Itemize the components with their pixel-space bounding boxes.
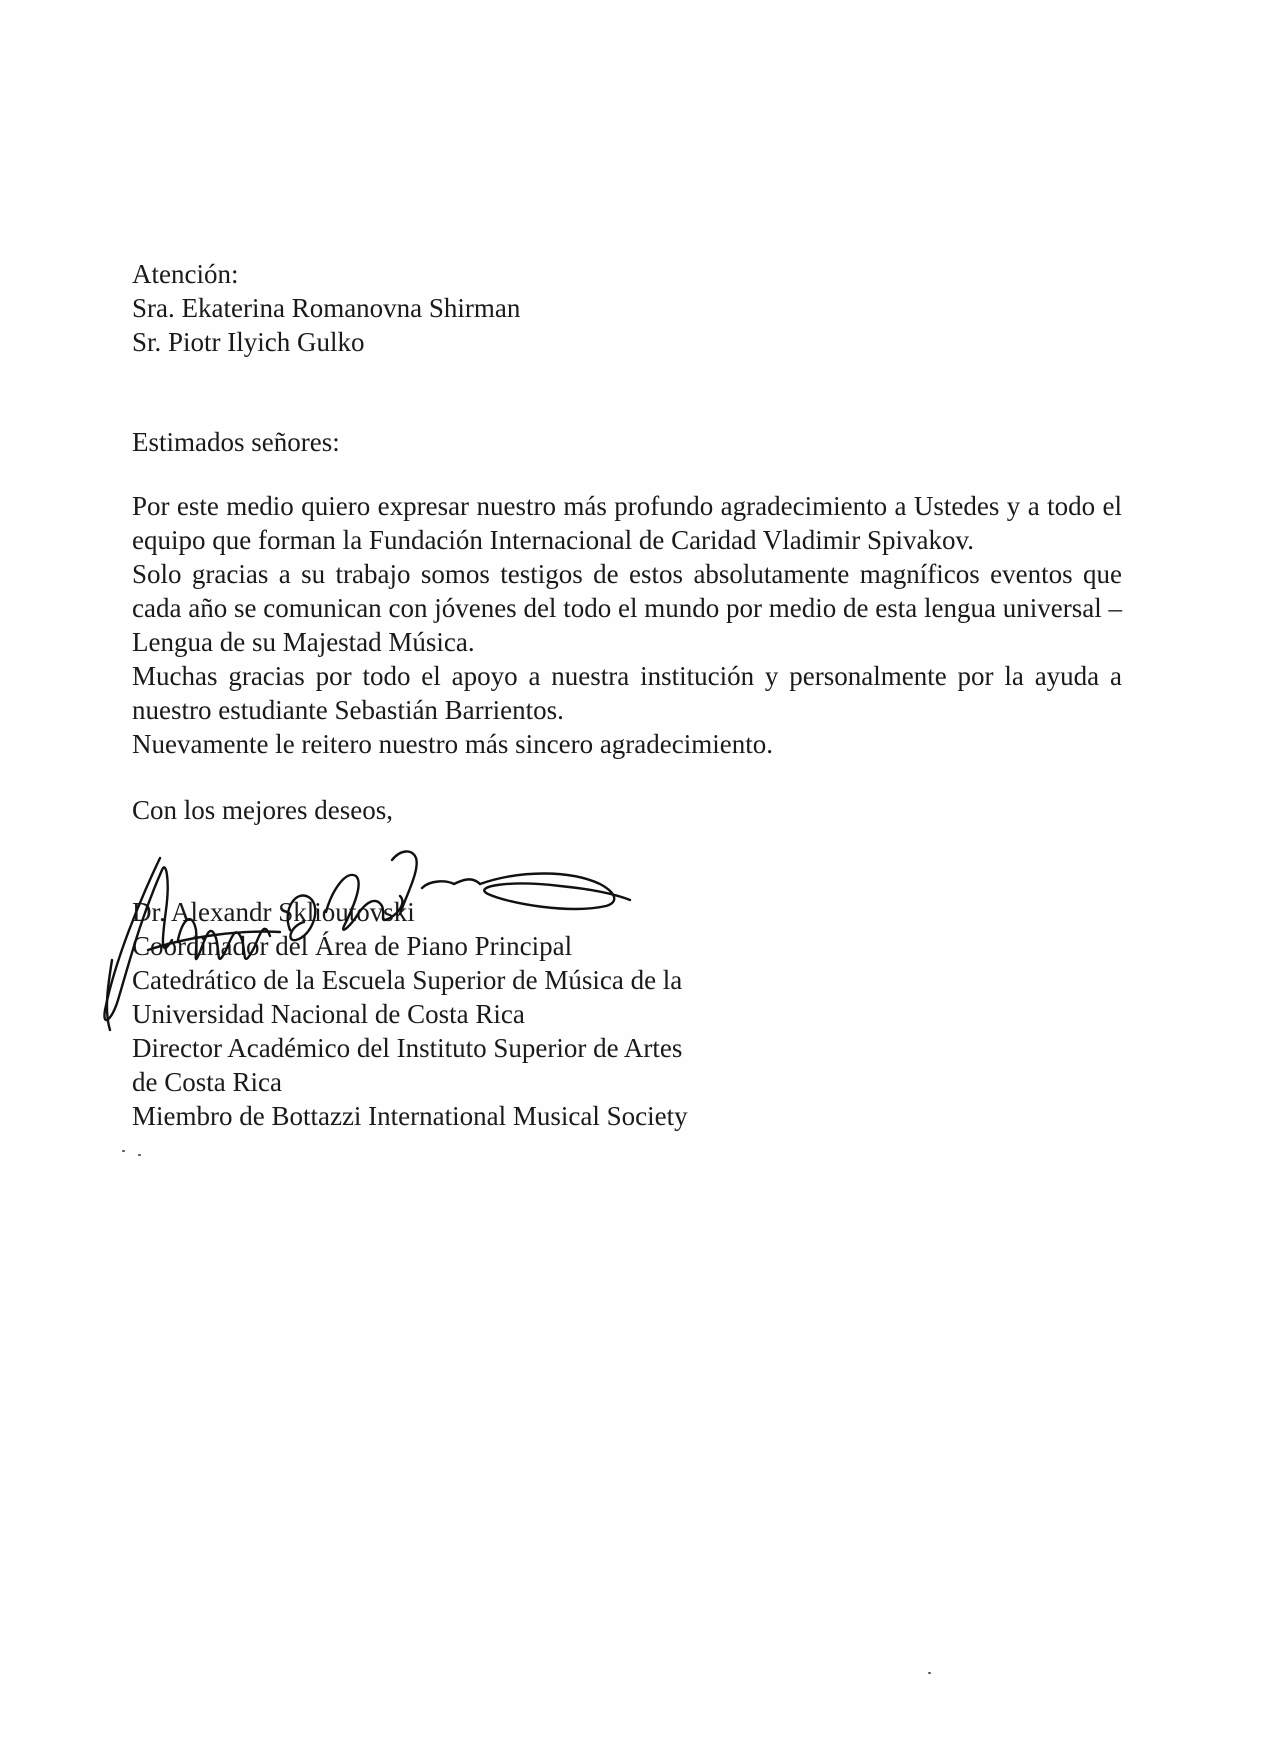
signer-title-6: Miembro de Bottazzi International Musical Society <box>132 1101 688 1131</box>
signer-block <box>132 895 1122 1133</box>
signer-title-4: Director Académico del Instituto Superior de Artes <box>132 1033 683 1063</box>
attention-block <box>132 257 1122 359</box>
paragraph-2: Solo gracias a su trabajo somos testigos de estos absolutamente magníficos eventos que cada año se comunican con jóvenes del todo el mundo por medio de esta lengua universal – Lengua de su Majestad Música. <box>132 559 1122 657</box>
signer-title-5: de Costa Rica <box>132 1067 282 1097</box>
paragraph-1: Por este medio quiero expresar nuestro más profundo agradecimiento a Ustedes y a todo el equipo que forman la Fundación Internacional de Caridad Vladimir Spivakov. <box>132 491 1122 555</box>
scan-speck <box>138 1154 141 1156</box>
signer-title-3: Universidad Nacional de Costa Rica <box>132 999 525 1029</box>
signer-name: Dr. Alexandr Sklioutovski <box>132 897 415 927</box>
recipient-2: Sr. Piotr Ilyich Gulko <box>132 327 365 357</box>
salutation: Estimados señores: <box>132 427 340 457</box>
signer-title-2: Catedrático de la Escuela Superior de Música de la <box>132 965 683 995</box>
scan-speck <box>928 1672 931 1674</box>
paragraph-4: Nuevamente le reitero nuestro más sincero agradecimiento. <box>132 729 773 759</box>
closing: Con los mejores deseos, <box>132 795 393 825</box>
paragraph-3: Muchas gracias por todo el apoyo a nuestra institución y personalmente por la ayuda a nuestro estudiante Sebastián Barrientos. <box>132 661 1122 725</box>
letter-body <box>132 257 1122 1133</box>
scan-speck <box>122 1150 125 1152</box>
signer-title-1: Coordinador del Área de Piano Principal <box>132 931 573 961</box>
recipient-1: Sra. Ekaterina Romanovna Shirman <box>132 293 521 323</box>
body-paragraphs <box>132 489 1122 761</box>
attention-label: Atención: <box>132 259 239 289</box>
